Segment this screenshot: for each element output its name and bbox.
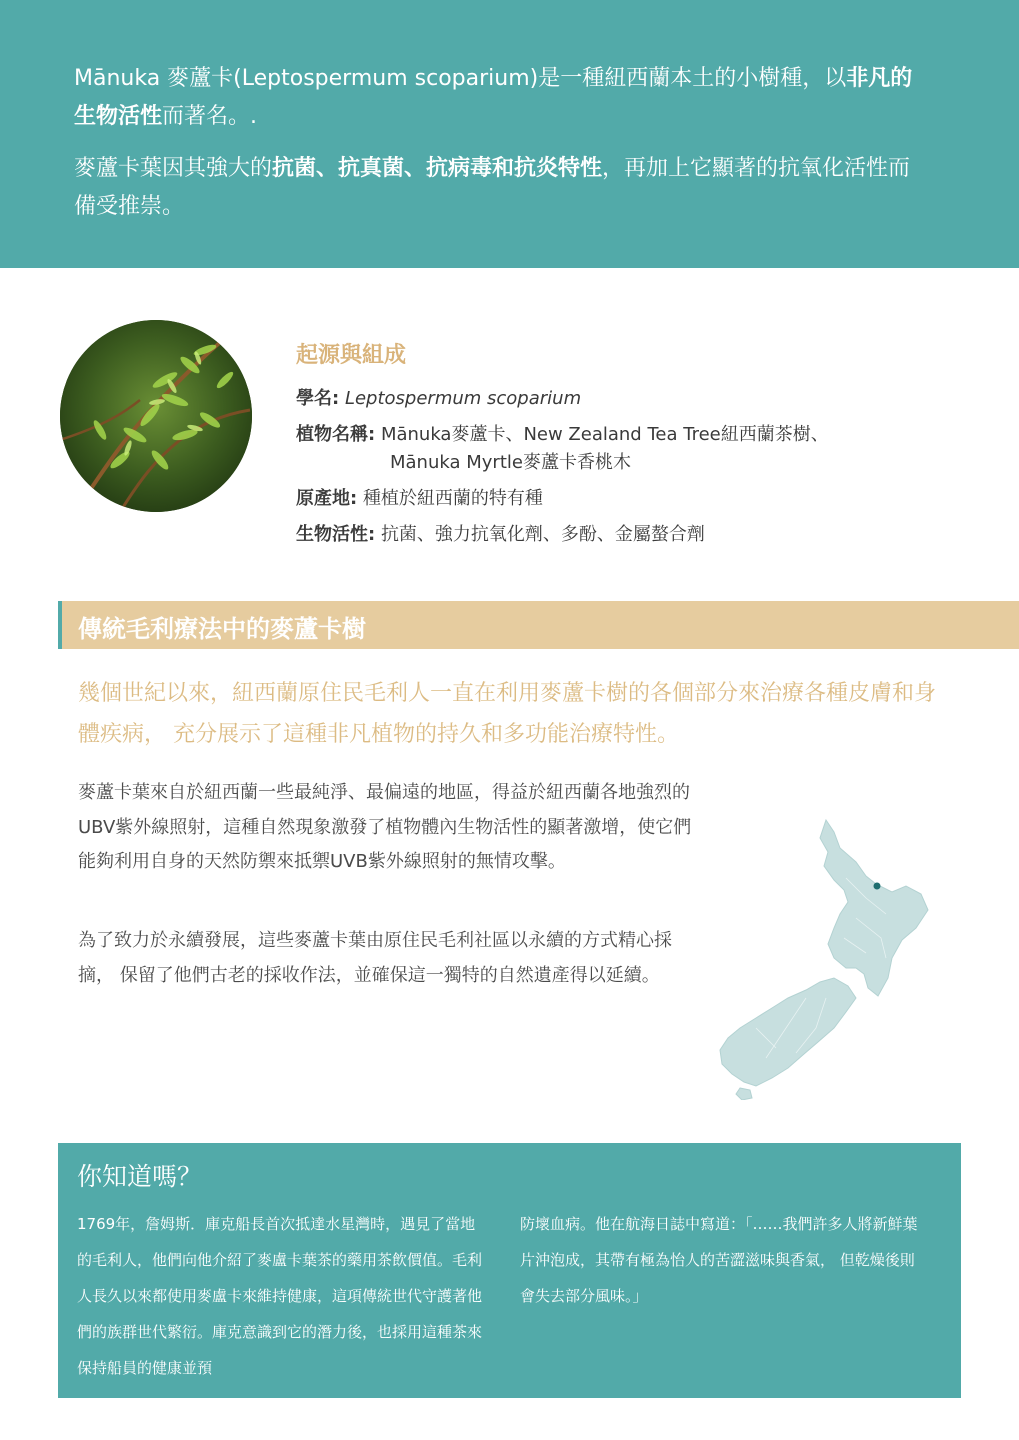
origin-title: 起源與組成 bbox=[296, 343, 407, 368]
traditional-body-paragraph-1: 麥蘆卡葉來自於紐西蘭一些最純淨、最偏遠的地區，得益於紐西蘭各地強烈的UBV紫外線照射，這種自然現象激發了植物體內生物活性的顯著激增，使它們能夠利用自身的天然防禦來抵禦UVB紫外線照射的無情攻擊。 bbox=[78, 782, 692, 872]
manuka-leaves-image bbox=[60, 320, 252, 512]
scientific-name-label: 學名: bbox=[296, 388, 340, 409]
plant-names-row-continued bbox=[390, 450, 631, 476]
intro-p2-emphasis: 抗菌、抗真菌、抗病毒和抗炎特性 bbox=[272, 156, 603, 181]
new-zealand-map bbox=[716, 818, 941, 1100]
origin-label: 原產地: bbox=[296, 488, 358, 509]
traditional-lead-paragraph: 幾個世紀以來，紐西蘭原住民毛利人一直在利用麥蘆卡樹的各個部分來治療各種皮膚和身體疾病， 充分展示了這種非凡植物的持久和多功能治療特性。 bbox=[78, 681, 937, 747]
plant-names-row bbox=[296, 422, 829, 448]
traditional-maori-heading-bar bbox=[58, 601, 1019, 649]
intro-paragraph-1 bbox=[74, 60, 924, 136]
new-zealand-map-image bbox=[716, 818, 941, 1100]
intro-p2-text-end: ，再加上它顯著的抗氧化活性而備受推崇。 bbox=[74, 156, 911, 219]
manuka-plant-photo bbox=[60, 320, 252, 512]
scientific-name-row bbox=[296, 386, 581, 412]
traditional-body-paragraph-2: 為了致力於永續發展，這些麥蘆卡葉由原住民毛利社區以永續的方式精心採摘， 保留了他們古老的採收作法，並確保這一獨特的自然遺產得以延續。 bbox=[78, 930, 672, 986]
scientific-name-value: Leptospermum scoparium bbox=[344, 388, 582, 409]
intro-p1-emphasis: 非凡的生物活性 bbox=[74, 66, 913, 129]
plant-names-label: 植物名稱: bbox=[296, 424, 376, 445]
intro-p1-text-start: Mānuka 麥蘆卡(Leptospermum scoparium)是一種紐西蘭本土的小樹種，以 bbox=[74, 66, 847, 91]
did-you-know-box bbox=[58, 1143, 961, 1398]
intro-p1-text-end: 而著名。. bbox=[162, 104, 258, 129]
location-marker bbox=[874, 883, 881, 890]
origin-row bbox=[296, 486, 543, 512]
intro-banner bbox=[0, 0, 1019, 268]
did-you-know-column-1: 1769年，詹姆斯．庫克船長首次抵達水星灣時，遇見了當地的毛利人，他們向他介紹了麥盧卡葉茶的藥用茶飲價值。毛利人長久以來都使用麥盧卡來維持健康，這項傳統世代守護著他們的族群世代繁衍。庫克意識到它的潛力後，也採用這種茶來保持船員的健康並預 bbox=[77, 1215, 483, 1377]
did-you-know-title: 你知道嗎？ bbox=[77, 1162, 203, 1191]
bioactivity-label: 生物活性: bbox=[296, 524, 376, 545]
did-you-know-column-2: 防壞血病。他在航海日誌中寫道：「……我們許多人將新鮮葉片沖泡成，其帶有極為怡人的苦澀滋味與香氣， 但乾燥後則會失去部分風味。」 bbox=[520, 1215, 918, 1305]
plant-names-value-line-1: Mānuka麥蘆卡、New Zealand Tea Tree紐西蘭茶樹、 bbox=[380, 424, 829, 445]
origin-value: 種植於紐西蘭的特有種 bbox=[362, 488, 543, 509]
intro-p2-text-start: 麥蘆卡葉因其強大的 bbox=[74, 156, 273, 181]
traditional-maori-heading: 傳統毛利療法中的麥蘆卡樹 bbox=[78, 615, 366, 643]
bioactivity-row bbox=[296, 522, 705, 548]
plant-names-value-line-2: Mānuka Myrtle麥蘆卡香桃木 bbox=[390, 452, 631, 473]
bioactivity-value: 抗菌、強力抗氧化劑、多酚、金屬螯合劑 bbox=[380, 524, 705, 545]
intro-paragraph-2 bbox=[74, 150, 924, 226]
